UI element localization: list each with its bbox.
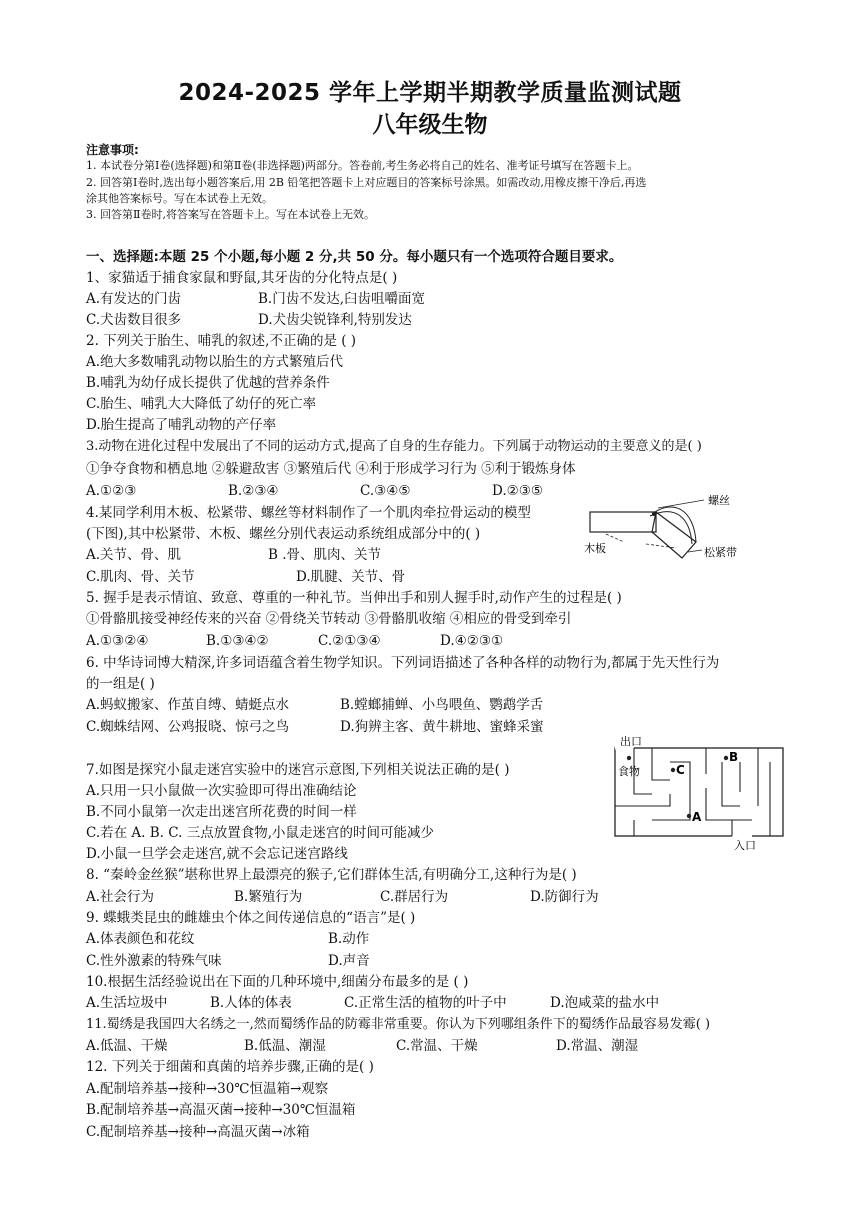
question-4-option-d: D.肌腱、关节、骨 bbox=[296, 569, 406, 585]
question-7-option-b: B.不同小鼠第一次走出迷宫所花费的时间一样 bbox=[86, 804, 357, 820]
point-b-dot bbox=[724, 756, 728, 760]
question-5-option-d: D.④②③① bbox=[440, 633, 504, 649]
point-c-dot bbox=[671, 768, 675, 772]
question-6-option-b: B.螳螂捕蝉、小鸟喂鱼、鹦鹉学舌 bbox=[340, 697, 544, 713]
screw-dot bbox=[652, 512, 656, 516]
question-8-option-d: D.防御行为 bbox=[530, 889, 599, 905]
question-4-stem-cont: (下图),其中松紧带、木板、螺丝分别代表运动系统组成部分中的( ) bbox=[86, 526, 481, 542]
question-3-option-d: D.②③⑤ bbox=[492, 483, 543, 499]
question-3-option-b: B.②③④ bbox=[228, 483, 279, 499]
question-4-option-c: C.肌肉、骨、关节 bbox=[86, 569, 195, 585]
question-5-stem: 5. 握手是表示情谊、致意、尊重的一种礼节。当伸出手和别人握手时,动作产生的过程是( ) bbox=[86, 590, 622, 606]
question-5-items: ①骨骼肌接受神经传来的兴奋 ②骨绕关节转动 ③骨骼肌收缩 ④相应的骨受到牵引 bbox=[86, 611, 572, 627]
question-2-option-a: A.绝大多数哺乳动物以胎生的方式繁殖后代 bbox=[86, 354, 344, 370]
point-a-dot bbox=[687, 814, 691, 818]
label-entrance: 入口 bbox=[734, 839, 756, 852]
page-subtitle: 八年级生物 bbox=[372, 112, 488, 138]
question-2-option-d: D.胎生提高了哺乳动物的产仔率 bbox=[86, 417, 277, 433]
question-11-option-a: A.低温、干燥 bbox=[86, 1038, 168, 1054]
question-10-option-d: D.泡咸菜的盐水中 bbox=[550, 995, 660, 1011]
question-3-items: ①争夺食物和栖息地 ②躲避敌害 ③繁殖后代 ④利于形成学习行为 ⑤利于锻炼身体 bbox=[86, 461, 576, 477]
notes-heading: 注意事项: bbox=[86, 143, 139, 157]
page-title: 2024-2025 学年上学期半期教学质量监测试题 bbox=[178, 80, 682, 106]
label-b: B bbox=[729, 750, 739, 764]
question-3-option-a: A.①②③ bbox=[86, 483, 137, 499]
question-11-option-d: D.常温、潮湿 bbox=[556, 1038, 639, 1054]
question-8-stem: 8. “秦岭金丝猴”堪称世界上最漂亮的猴子,它们群体生活,有明确分工,这种行为是( ) bbox=[86, 867, 577, 883]
question-10-option-b: B.人体的体表 bbox=[210, 995, 292, 1011]
label-c: C bbox=[676, 763, 685, 777]
board-upper bbox=[590, 512, 656, 532]
question-4-stem: 4.某同学利用木板、松紧带、螺丝等材料制作了一个肌肉牵拉骨运动的模型 bbox=[86, 505, 531, 521]
question-5-option-b: B.①③④② bbox=[206, 633, 269, 649]
question-7-option-a: A.只用一只小鼠做一次实验即可得出准确结论 bbox=[86, 783, 357, 799]
section-heading: 一、选择题:本题 25 个小题,每小题 2 分,共 50 分。每小题只有一个选项符合题目要求。 bbox=[86, 249, 623, 265]
maze-figure bbox=[612, 734, 788, 852]
question-6-stem-cont: 的一组是( ) bbox=[86, 676, 155, 692]
note-line: 涂其他答案标号。写在本试卷上无效。 bbox=[86, 192, 273, 205]
question-5-option-c: C.②①③④ bbox=[318, 633, 381, 649]
question-3-stem: 3.动物在进化过程中发展出了不同的运动方式,提高了自身的生存能力。下列属于动物运动的主要意义的是( ) bbox=[86, 439, 702, 454]
question-11-stem: 11.蜀绣是我国四大名绣之一,然而蜀绣作品的防霉非常重要。你认为下列哪组条件下的蜀绣作品最容易发霉( ) bbox=[86, 1017, 711, 1032]
note-line: 1. 本试卷分第Ⅰ卷(选择题)和第Ⅱ卷(非选择题)两部分。答卷前,考生务必将自己的姓名、准考证号填写在答题卡上。 bbox=[86, 159, 639, 172]
question-10-stem: 10.根据生活经验说出在下面的几种环境中,细菌分布最多的是 ( ) bbox=[86, 974, 469, 990]
question-4-option-b: B .骨、肌肉、关节 bbox=[268, 547, 382, 563]
question-9-option-d: D.声音 bbox=[328, 953, 370, 969]
question-9-option-b: B.动作 bbox=[328, 931, 370, 947]
question-12-stem: 12. 下列关于细菌和真菌的培养步骤,正确的是( ) bbox=[86, 1059, 374, 1075]
question-2-option-b: B.哺乳为幼仔成长提供了优越的营养条件 bbox=[86, 375, 330, 391]
label-food: 食物 bbox=[618, 765, 640, 778]
question-3-option-c: C.③④⑤ bbox=[360, 483, 411, 499]
question-11-option-b: B.低温、潮湿 bbox=[244, 1038, 326, 1054]
question-8-option-c: C.群居行为 bbox=[380, 889, 449, 905]
question-8-option-a: A.社会行为 bbox=[86, 889, 155, 905]
label-board: 木板 bbox=[584, 542, 606, 555]
question-12-option-a: A.配制培养基→接种→30℃恒温箱→观察 bbox=[86, 1081, 329, 1097]
question-7-option-d: D.小鼠一旦学会走迷宫,就不会忘记迷宫路线 bbox=[86, 846, 348, 862]
question-6-option-a: A.蚂蚁搬家、作茧自缚、蜻蜓点水 bbox=[86, 697, 290, 713]
question-2-stem: 2. 下列关于胎生、哺乳的叙述,不正确的是 ( ) bbox=[86, 333, 357, 349]
food-dot bbox=[627, 756, 631, 760]
question-12-option-c: C.配制培养基→接种→高温灭菌→冰箱 bbox=[86, 1124, 310, 1140]
question-1-option-a: A.有发达的门齿 bbox=[86, 291, 182, 307]
question-12-option-b: B.配制培养基→高温灭菌→接种→30℃恒温箱 bbox=[86, 1102, 356, 1118]
question-6-stem: 6. 中华诗词博大精深,许多词语蕴含着生物学知识。下列词语描述了各种各样的动物行为,都属于先天性行为 bbox=[86, 655, 720, 671]
label-exit: 出口 bbox=[620, 735, 642, 748]
question-7-option-c: C.若在 A. B. C. 三点放置食物,小鼠走迷宫的时间可能减少 bbox=[86, 825, 434, 841]
question-6-option-c: C.蜘蛛结网、公鸡报晓、惊弓之鸟 bbox=[86, 719, 290, 735]
label-band: 松紧带 bbox=[704, 546, 737, 559]
question-1-option-c: C.犬齿数目很多 bbox=[86, 312, 182, 328]
question-9-option-a: A.体表颜色和花纹 bbox=[86, 931, 195, 947]
question-10-option-a: A.生活垃圾中 bbox=[86, 995, 168, 1011]
question-7-stem: 7.如图是探究小鼠走迷宫实验中的迷宫示意图,下列相关说法正确的是( ) bbox=[86, 762, 510, 778]
label-screw: 螺丝 bbox=[708, 494, 730, 507]
question-8-option-b: B.繁殖行为 bbox=[234, 889, 303, 905]
question-10-option-c: C.正常生活的植物的叶子中 bbox=[344, 995, 507, 1011]
question-5-option-a: A.①③②④ bbox=[86, 633, 149, 649]
question-4-option-a: A.关节、骨、肌 bbox=[86, 547, 182, 563]
question-1-stem: 1、家猫适于捕食家鼠和野鼠,其牙齿的分化特点是( ) bbox=[86, 270, 398, 286]
note-line: 2. 回答第Ⅰ卷时,选出每小题答案后,用 2B 铅笔把答题卡上对应题目的答案标号涂黑。如需改动,用橡皮擦干净后,再选 bbox=[86, 176, 647, 189]
question-9-stem: 9. 蝶蛾类昆虫的雌雄虫个体之间传递信息的“语言”是( ) bbox=[86, 910, 416, 926]
label-a: A bbox=[692, 810, 702, 824]
note-line: 3. 回答第Ⅱ卷时,将答案写在答题卡上。写在本试卷上无效。 bbox=[86, 208, 375, 221]
question-1-option-d: D.犬齿尖锐锋利,特别发达 bbox=[258, 312, 412, 328]
question-6-option-d: D.狗辨主客、黄牛耕地、蜜蜂采蜜 bbox=[340, 719, 544, 735]
board-lower bbox=[652, 512, 696, 558]
muscle-model-figure bbox=[584, 494, 784, 566]
question-1-option-b: B.门齿不发达,臼齿咀嚼面宽 bbox=[258, 291, 426, 307]
question-2-option-c: C.胎生、哺乳大大降低了幼仔的死亡率 bbox=[86, 396, 317, 412]
question-9-option-c: C.性外激素的特殊气味 bbox=[86, 953, 222, 969]
question-11-option-c: C.常温、干燥 bbox=[396, 1038, 478, 1054]
